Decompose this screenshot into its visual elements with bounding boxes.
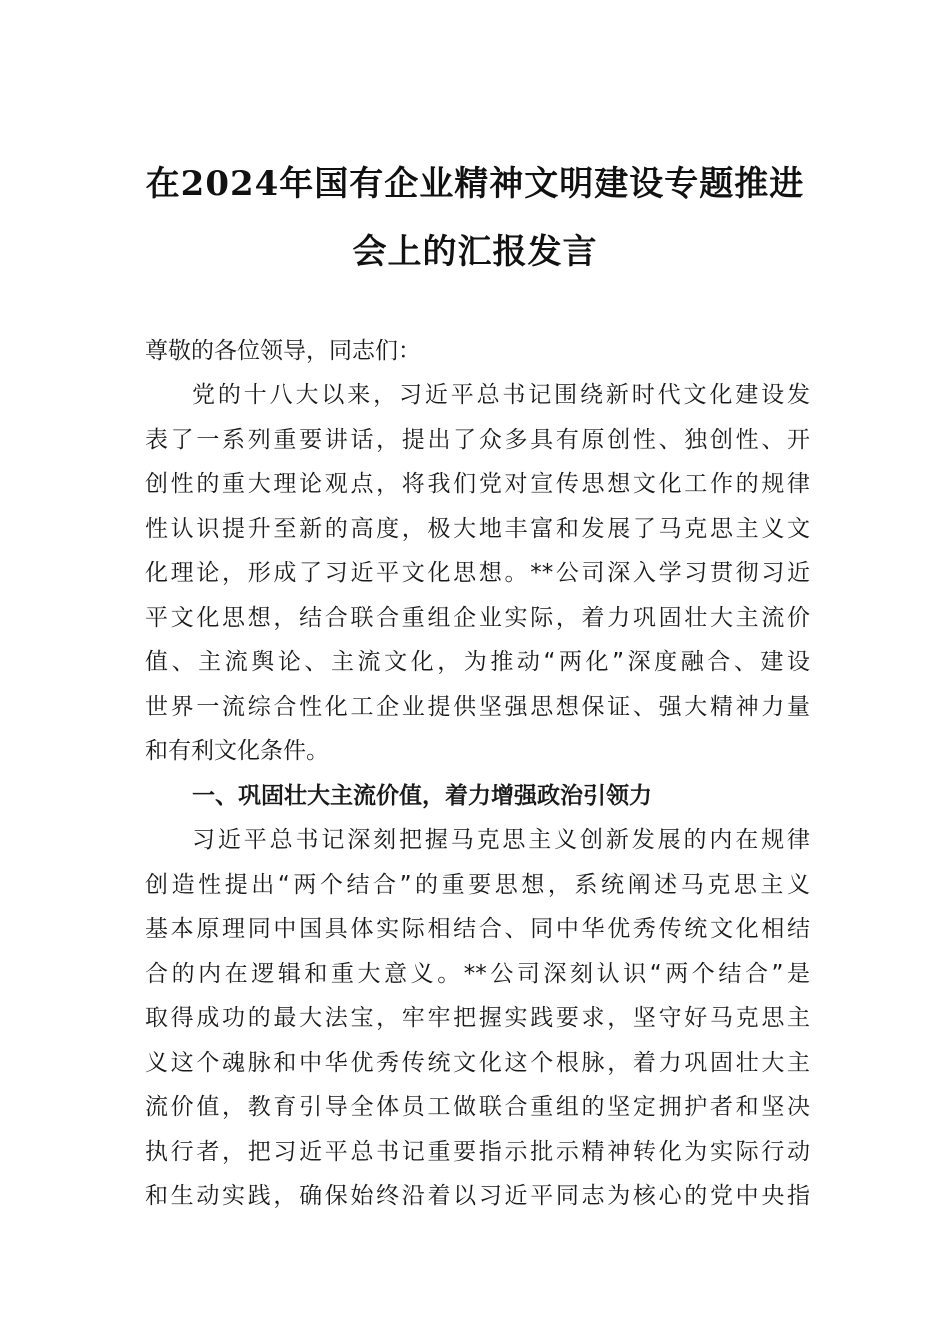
document-title-line-1: 在2024年国有企业精神文明建设专题推进 — [145, 164, 805, 204]
paragraph-line: 和有利文化条件。 — [145, 738, 329, 764]
paragraph-line: 和生动实践，确保始终沿着以习近平同志为核心的党中央指 — [145, 1183, 810, 1209]
paragraph-line: 性认识提升至新的高度，极大地丰富和发展了马克思主义文 — [145, 516, 810, 542]
paragraph-line: 取得成功的最大法宝，牢牢把握实践要求，坚守好马克思主 — [145, 1005, 810, 1031]
paragraph-line: 化理论，形成了习近平文化思想。**公司深入学习贯彻习近 — [145, 560, 810, 586]
paragraph-line: 值、主流舆论、主流文化，为推动“两化”深度融合、建设 — [145, 649, 810, 675]
paragraph-line: 基本原理同中国具体实际相结合、同中华优秀传统文化相结 — [145, 916, 810, 942]
paragraph-line: 表了一系列重要讲话，提出了众多具有原创性、独创性、开 — [145, 427, 810, 453]
paragraph-line: 党的十八大以来，习近平总书记围绕新时代文化建设发 — [192, 382, 810, 408]
document-title-line-2: 会上的汇报发言 — [352, 232, 598, 272]
paragraph-line: 创性的重大理论观点，将我们党对宣传思想文化工作的规律 — [145, 471, 810, 497]
section-heading: 一、巩固壮大主流价值，着力增强政治引领力 — [192, 783, 652, 809]
paragraph-line: 义这个魂脉和中华优秀传统文化这个根脉，着力巩固壮大主 — [145, 1050, 810, 1076]
paragraph-line: 世界一流综合性化工企业提供坚强思想保证、强大精神力量 — [145, 694, 810, 720]
paragraph-line: 平文化思想，结合联合重组企业实际，着力巩固壮大主流价 — [145, 605, 810, 631]
paragraph-line: 合的内在逻辑和重大意义。**公司深刻认识“两个结合”是 — [145, 961, 810, 987]
paragraph-line: 执行者，把习近平总书记重要指示批示精神转化为实际行动 — [145, 1139, 810, 1165]
paragraph-line: 流价值，教育引导全体员工做联合重组的坚定拥护者和坚决 — [145, 1094, 810, 1120]
salutation: 尊敬的各位领导，同志们： — [145, 338, 421, 364]
paragraph-line: 习近平总书记深刻把握马克思主义创新发展的内在规律 — [192, 827, 810, 853]
paragraph-line: 创造性提出“两个结合”的重要思想，系统阐述马克思主义 — [145, 872, 810, 898]
